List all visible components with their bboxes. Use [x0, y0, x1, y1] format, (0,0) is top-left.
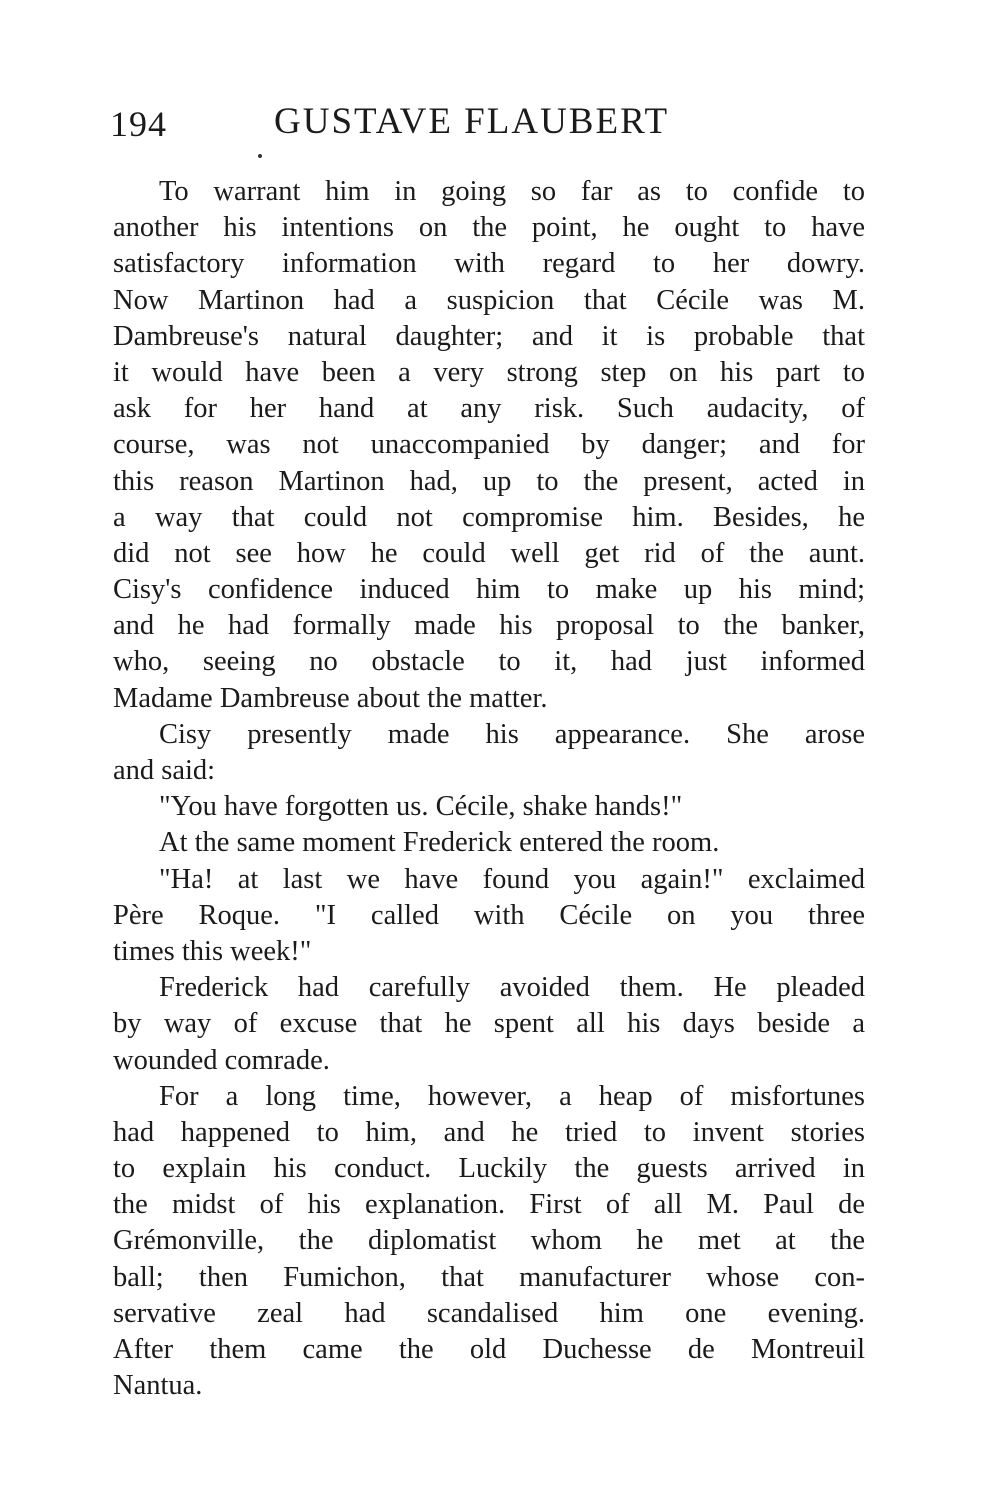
- text-line: Grémonville, the diplomatist whom he met at the: [113, 1225, 865, 1257]
- body-text: [113, 174, 865, 1404]
- text-line: and he had formally made his proposal to the banker,: [113, 610, 865, 642]
- text-line: to explain his conduct. Luckily the guests arrived in: [113, 1153, 865, 1185]
- text-line: a way that could not compromise him. Besides, he: [113, 501, 865, 533]
- text-line: Cisy's confidence induced him to make up his mind;: [113, 574, 865, 606]
- text-line: by way of excuse that he spent all his days beside a: [113, 1008, 865, 1040]
- text-line: To warrant him in going so far as to confide to: [159, 176, 865, 207]
- text-line: it would have been a very strong step on his part to: [113, 356, 865, 388]
- text-line: times this week!": [113, 935, 312, 967]
- text-line: wounded comrade.: [113, 1044, 330, 1076]
- text-line: ask for her hand at any risk. Such audacity, of: [113, 393, 865, 425]
- text-line: "You have forgotten us. Cécile, shake hands!": [159, 791, 683, 823]
- text-line: and said:: [113, 755, 216, 786]
- text-line: At the same moment Frederick entered the room.: [159, 827, 720, 859]
- text-line: satisfactory information with regard to her dowry.: [113, 248, 865, 280]
- paragraph: [113, 789, 865, 825]
- text-line: who, seeing no obstacle to it, had just informed: [113, 646, 865, 678]
- text-line: course, was not unaccompanied by danger; and for: [113, 429, 865, 461]
- text-line: had happened to him, and he tried to invent stories: [113, 1116, 865, 1148]
- text-line: did not see how he could well get rid of the aunt.: [113, 537, 865, 569]
- paragraph: [113, 970, 865, 1079]
- text-line: servative zeal had scandalised him one evening.: [113, 1297, 865, 1329]
- text-line: Dambreuse's natural daughter; and it is probable that: [113, 320, 865, 352]
- text-line: the midst of his explanation. First of all M. Paul de: [113, 1189, 865, 1221]
- text-line: another his intentions on the point, he ought to have: [113, 212, 865, 244]
- paragraph: [113, 862, 865, 971]
- text-line: Madame Dambreuse about the matter.: [113, 682, 548, 714]
- text-line: ball; then Fumichon, that manufacturer whose con-: [113, 1261, 865, 1293]
- running-head: GUSTAVE FLAUBERT: [274, 101, 670, 142]
- print-speck: [258, 154, 262, 158]
- text-line: this reason Martinon had, up to the present, acted in: [113, 465, 865, 497]
- text-line: Frederick had carefully avoided them. He pleaded: [159, 972, 865, 1004]
- text-line: After them came the old Duchesse de Montreuil: [113, 1334, 865, 1365]
- text-line: "Ha! at last we have found you again!" exclaimed: [159, 863, 865, 895]
- text-line: Cisy presently made his appearance. She arose: [159, 718, 865, 750]
- paragraph: [113, 174, 865, 717]
- paragraph: [113, 717, 865, 789]
- text-line: Now Martinon had a suspicion that Cécile was M.: [113, 284, 865, 316]
- text-line: Père Roque. "I called with Cécile on you three: [113, 899, 865, 931]
- page-number: 194: [110, 104, 167, 144]
- text-line: Nantua.: [113, 1370, 203, 1402]
- text-line: For a long time, however, a heap of misfortunes: [159, 1080, 865, 1112]
- paragraph: [113, 1079, 865, 1405]
- paragraph: [113, 825, 865, 861]
